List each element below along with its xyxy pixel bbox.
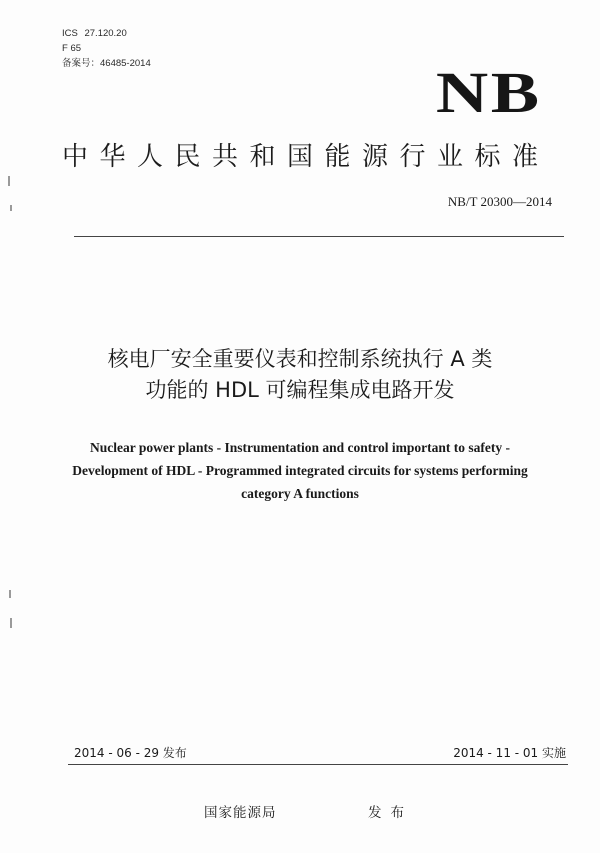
header-divider <box>74 236 564 237</box>
record-label: 备案号： <box>62 58 101 69</box>
standard-number: NB/T 20300—2014 <box>447 194 552 209</box>
issued-label: 发布 <box>368 805 413 821</box>
scan-artifact-mark <box>8 176 10 186</box>
chinese-title-line-1: 核电厂安全重要仪表和控制系统执行 A 类 <box>107 347 493 371</box>
category-code: F 65 <box>62 43 82 54</box>
english-title-line-1: Nuclear power plants - Instrumentation and control important to safety - <box>90 440 510 455</box>
record-number: 46485-2014 <box>100 58 151 69</box>
footer-divider <box>68 764 568 765</box>
record-row <box>62 56 151 71</box>
ics-value: 27.120.20 <box>84 28 127 39</box>
ics-row <box>62 26 151 41</box>
nb-logo: NB <box>436 60 542 125</box>
standard-type-title: 中华人民共和国能源行业标准 <box>62 142 550 172</box>
english-title <box>30 436 570 505</box>
effective-date: 2014 - 11 - 01 实施 <box>453 746 566 760</box>
chinese-title-line-2: 功能的 HDL 可编程集成电路开发 <box>145 378 455 402</box>
english-title-line-2: Development of HDL - Programmed integrated circuits for systems performing <box>72 463 528 478</box>
ics-label: ICS <box>62 28 78 39</box>
publish-date: 2014 - 06 - 29 发布 <box>74 746 187 760</box>
scan-artifact-mark <box>10 205 12 211</box>
issuing-authority: 国家能源局 <box>204 805 277 821</box>
scan-artifact-mark <box>10 618 12 628</box>
english-title-line-3: category A functions <box>241 486 359 501</box>
scan-artifact-mark <box>9 590 11 598</box>
classification-block <box>62 26 151 71</box>
chinese-title <box>40 344 560 406</box>
